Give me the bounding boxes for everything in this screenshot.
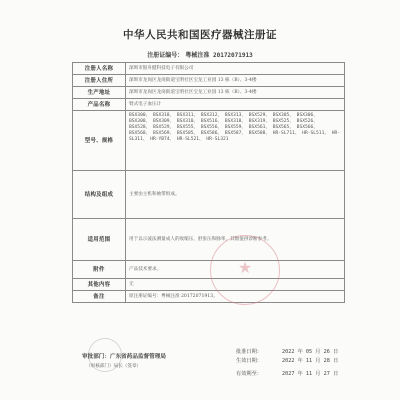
row-value: 产品技术要求。 <box>126 261 345 279</box>
certificate-row <box>73 87 345 99</box>
effective-date-label: 生效日期： <box>236 358 262 364</box>
row-value: 主要由主机和袖带组成。 <box>126 171 345 219</box>
certificate-row <box>73 63 345 75</box>
expiry-date-label: 有效期至： <box>236 371 262 377</box>
approval-date <box>236 348 338 355</box>
row-label: 备注 <box>73 291 126 303</box>
row-label: 附件 <box>73 261 126 279</box>
row-label: 结构及组成 <box>73 171 126 219</box>
authority-seal-note: （审核部门）局长（签章） <box>86 364 142 369</box>
row-label: 适用范围 <box>73 219 126 261</box>
row-value: 用于以示波法测量成人的收缩压、舒张压和脉率，其数值供诊断参考。 <box>126 219 345 261</box>
certificate-title: 中华人民共和国医疗器械注册证 <box>123 29 277 41</box>
certificate-row <box>73 75 345 87</box>
certificate-row <box>73 99 345 111</box>
seal-star-icon: ★ <box>237 258 253 277</box>
certificate-row <box>73 291 345 303</box>
approval-date-value: 2022 年 05 月 26 日 <box>282 349 339 355</box>
row-label: 其他内容 <box>73 279 126 291</box>
certificate-row <box>73 111 345 171</box>
expiry-date <box>236 370 338 377</box>
certificate-table <box>72 62 345 303</box>
row-label: 型号、规格 <box>73 111 126 171</box>
approval-authority: 审批部门：广东省药品监督管理局 <box>82 354 166 360</box>
certificate-row <box>73 171 345 219</box>
certificate-row <box>73 219 345 261</box>
effective-date-value: 2022 年 11 月 28 日 <box>282 358 339 364</box>
registration-number-line <box>0 50 400 59</box>
official-seal-stamp <box>210 235 280 305</box>
certificate-row <box>73 279 345 291</box>
approval-date-label: 批准日期： <box>236 349 262 355</box>
row-value: 深圳市银舟健科技电子有限公司 <box>126 63 345 75</box>
row-value: 原注册证编号：粤械注准 20172071913。 <box>126 291 345 303</box>
row-label: 注册人住所 <box>73 75 126 87</box>
row-value: 深圳市龙岗区龙岗街道宝明社区宝龙工业园 13 栋（B）、3-4楼 <box>126 75 345 87</box>
row-value: BSX300、 BSX318、 BSX311、 BSX312、 BSX313、 BSX529、 BSX305、 BSX306、 BSX308、 BSX309、 BSX310、 BSX516、 BSX318、 BSX319、 BSX525、 BSX526、 BSX528、 BSX529、 BSX555、 BSX556、 BSX559、 BSX561、 BSX565、 BSX566、 BSX568、 BSX569、 BSX585、 BSX586、 BSX587、 BSX588、 HR-SL711、 HR-SL511、 HR-SL311、 HR-YB74、 HR-SL521、 HR-SL321 <box>126 111 345 171</box>
effective-date <box>236 357 338 364</box>
registration-number-label: 注册证编号： <box>147 52 184 59</box>
row-value: 深圳市龙岗区龙岗街道宝明社区宝龙工业园 13 栋（B）、3-4楼 <box>126 87 345 99</box>
row-value: 臂式电子血压计 <box>126 99 345 111</box>
row-label: 生产地址 <box>73 87 126 99</box>
row-label: 注册人名称 <box>73 63 126 75</box>
row-value: 无 <box>126 279 345 291</box>
row-label: 产品名称 <box>73 99 126 111</box>
registration-number-value: 粤械注准 20172071913 <box>185 52 253 59</box>
expiry-date-value: 2027 年 11 月 27 日 <box>282 371 339 377</box>
certificate-row <box>73 261 345 279</box>
